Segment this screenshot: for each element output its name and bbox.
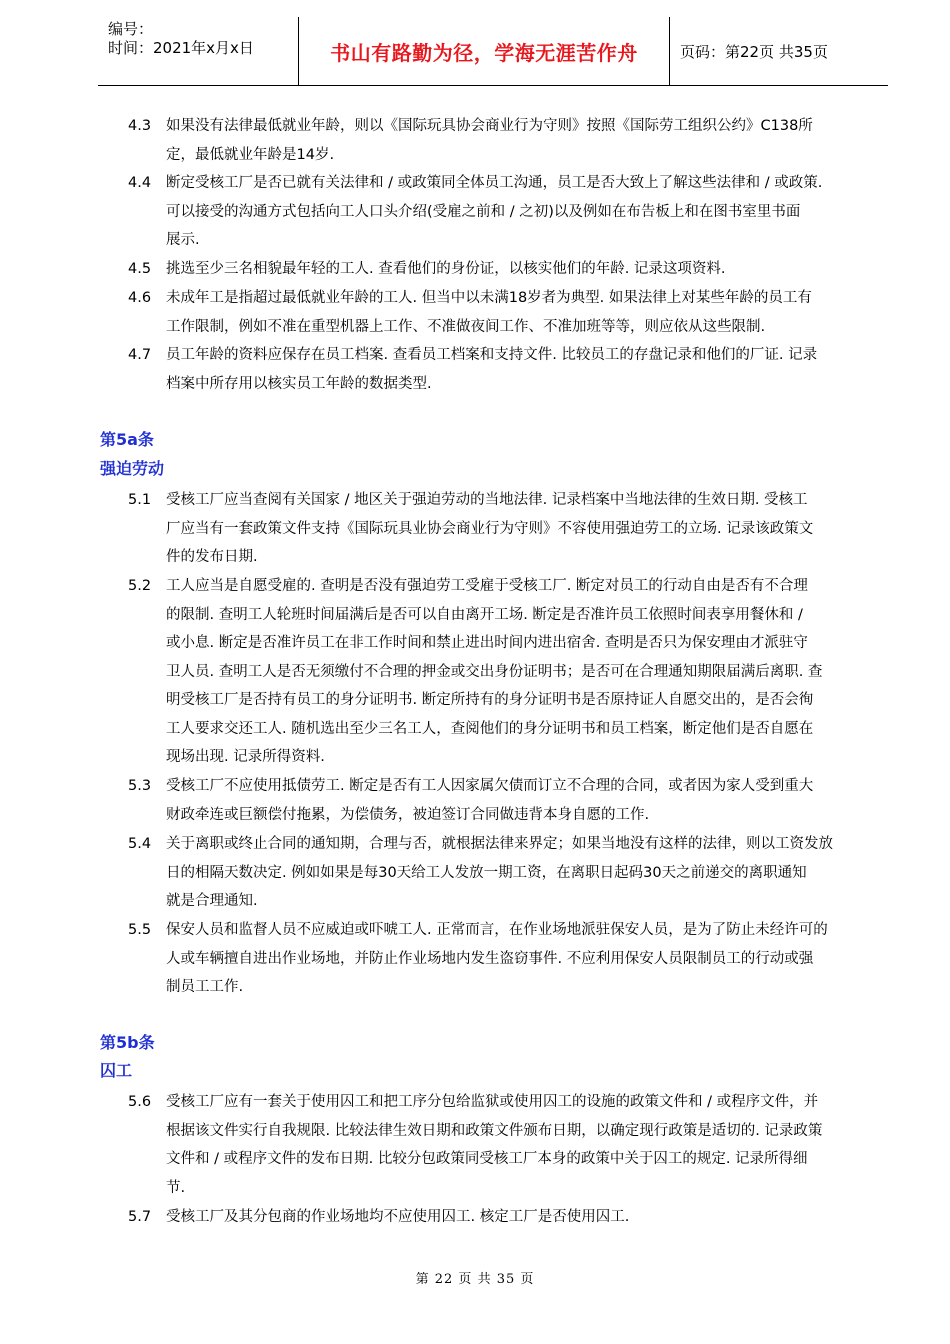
clause-line: 人或车辆擅自进出作业场地，并防止作业场地内发生盗窃事件. 不应利用保安人员限制员工的行动或强 xyxy=(166,950,814,967)
page-header xyxy=(98,17,888,86)
clause-line: 明受核工厂是否持有员工的身分证明书. 断定所持有的身分证明书是否原持证人自愿交出的，是否会徇 xyxy=(166,692,814,708)
clause-number: 4.6 xyxy=(128,290,152,306)
clause-line: 工人要求交还工人. 随机选出至少三名工人，查阅他们的身分证明书和员工档案，断定他们是否自愿在 xyxy=(166,720,814,737)
clause-line: 节. xyxy=(166,1179,186,1196)
motto: 书山有路勤为径，学海无涯苦作舟 xyxy=(330,40,638,65)
clause-number: 4.5 xyxy=(128,261,152,277)
page-footer: 第 22 页 共 35 页 xyxy=(415,1272,535,1287)
clause-number: 5.7 xyxy=(128,1209,152,1225)
clause-line: 现场出现. 记录所得资料. xyxy=(166,749,325,765)
clause-line: 厂应当有一套政策文件支持《国际玩具业协会商业行为守则》不容使用强迫劳工的立场. 记录该政策文 xyxy=(166,520,814,537)
clause-line: 卫人员. 查明工人是否无须缴付不合理的押金或交出身份证明书；是否可在合理通知期限届满后离职. 查 xyxy=(166,663,823,680)
clause-line: 如果没有法律最低就业年龄，则以《国际玩具协会商业行为守则》按照《国际劳工组织公约》C138所 xyxy=(166,118,813,134)
header-meta xyxy=(98,17,298,85)
clause-line: 工作限制，例如不准在重型机器上工作、不准做夜间工作、不准加班等等，则应依从这些限制. xyxy=(166,318,766,335)
section-subtitle: 囚工 xyxy=(100,1061,133,1080)
clause-number: 4.4 xyxy=(128,175,152,191)
clause-number: 5.1 xyxy=(128,492,152,508)
clause-line: 财政牵连或巨额偿付拖累，为偿债务，被迫签订合同做违背本身自愿的工作. xyxy=(166,806,650,823)
clause-number: 5.5 xyxy=(128,922,152,938)
clause-line: 文件和 / 或程序文件的发布日期. 比较分包政策同受核工厂本身的政策中关于囚工的规定. 记录所得细 xyxy=(166,1151,808,1167)
clause-line: 的限制. 查明工人轮班时间届满后是否可以自由离开工场. 断定是否准许员工依照时间表享用餐休和 / xyxy=(166,606,803,623)
clause-line: 挑选至少三名相貌最年轻的工人. 查看他们的身份证，以核实他们的年龄. 记录这项资料. xyxy=(166,261,726,277)
clause-line: 或小息. 断定是否准许员工在非工作时间和禁止进出时间内进出宿舍. 查明是否只为保安理由才派驻守 xyxy=(166,635,808,651)
clause-line: 受核工厂应有一套关于使用囚工和把工序分包给监狱或使用囚工的设施的政策文件和 / 或程序文件，并 xyxy=(166,1094,819,1110)
clause-number: 5.3 xyxy=(128,778,152,794)
clause-line: 可以接受的沟通方式包括向工人口头介绍(受雇之前和 / 之初)以及例如在布告板上和在图书室里书面 xyxy=(166,203,801,220)
clause-line: 定，最低就业年龄是14岁. xyxy=(166,146,335,163)
clause-line: 断定受核工厂是否已就有关法律和 / 或政策同全体员工沟通，员工是否大致上了解这些法律和 / 或政策. xyxy=(166,175,823,191)
page-info: 页码：第22页 共35页 xyxy=(680,42,828,61)
clause-line: 受核工厂应当查阅有关国家 / 地区关于强迫劳动的当地法律. 记录档案中当地法律的生效日期. 受核工 xyxy=(166,492,808,508)
clause-line: 员工年龄的资料应保存在员工档案. 查看员工档案和支持文件. 比较员工的存盘记录和他们的厂证. 记录 xyxy=(166,347,818,363)
clause-number: 4.3 xyxy=(128,118,152,134)
section-title: 第5b条 xyxy=(100,1033,155,1052)
clause-line: 受核工厂及其分包商的作业场地均不应使用囚工. 核定工厂是否使用囚工. xyxy=(166,1209,630,1225)
clause-number: 5.6 xyxy=(128,1094,152,1110)
clause-line: 工人应当是自愿受雇的. 查明是否没有强迫劳工受雇于受核工厂. 断定对员工的行动自由是否有不合理 xyxy=(166,578,808,594)
section-title: 第5a条 xyxy=(100,430,154,449)
time-label: 时间：2021年x月x日 xyxy=(108,39,254,57)
clause-line: 关于离职或终止合同的通知期，合理与否，就根据法律来界定；如果当地没有这样的法律，则以工资发放 xyxy=(166,836,833,852)
clause-line: 受核工厂不应使用抵债劳工. 断定是否有工人因家属欠债而订立不合理的合同，或者因为家人受到重大 xyxy=(166,778,814,794)
clause-line: 件的发布日期. xyxy=(166,549,258,565)
clause-number: 4.7 xyxy=(128,347,152,363)
clause-line: 根据该文件实行自我规限. 比较法律生效日期和政策文件颁布日期，以确定现行政策是适切的. 记录政策 xyxy=(166,1122,823,1139)
clause-line: 档案中所存用以核实员工年龄的数据类型. xyxy=(166,375,432,392)
clause-line: 就是合理通知. xyxy=(166,893,258,909)
header-page-cell xyxy=(670,17,898,85)
number-label: 编号： xyxy=(108,20,154,38)
section-subtitle: 强迫劳动 xyxy=(100,459,165,478)
clause-line: 制员工工作. xyxy=(166,979,244,995)
clause-line: 日的相隔天数决定. 例如如果是每30天给工人发放一期工资，在离职日起码30天之前递交的离职通知 xyxy=(166,864,807,881)
header-motto-cell xyxy=(298,17,670,85)
clause-number: 5.2 xyxy=(128,578,152,594)
clause-line: 保安人员和监督人员不应威迫或吓唬工人. 正常而言，在作业场地派驻保安人员，是为了防止未经许可的 xyxy=(166,922,828,938)
clause-line: 未成年工是指超过最低就业年龄的工人. 但当中以未满18岁者为典型. 如果法律上对某些年龄的员工有 xyxy=(166,290,812,306)
clause-number: 5.4 xyxy=(128,836,152,852)
clause-line: 展示. xyxy=(166,232,200,248)
